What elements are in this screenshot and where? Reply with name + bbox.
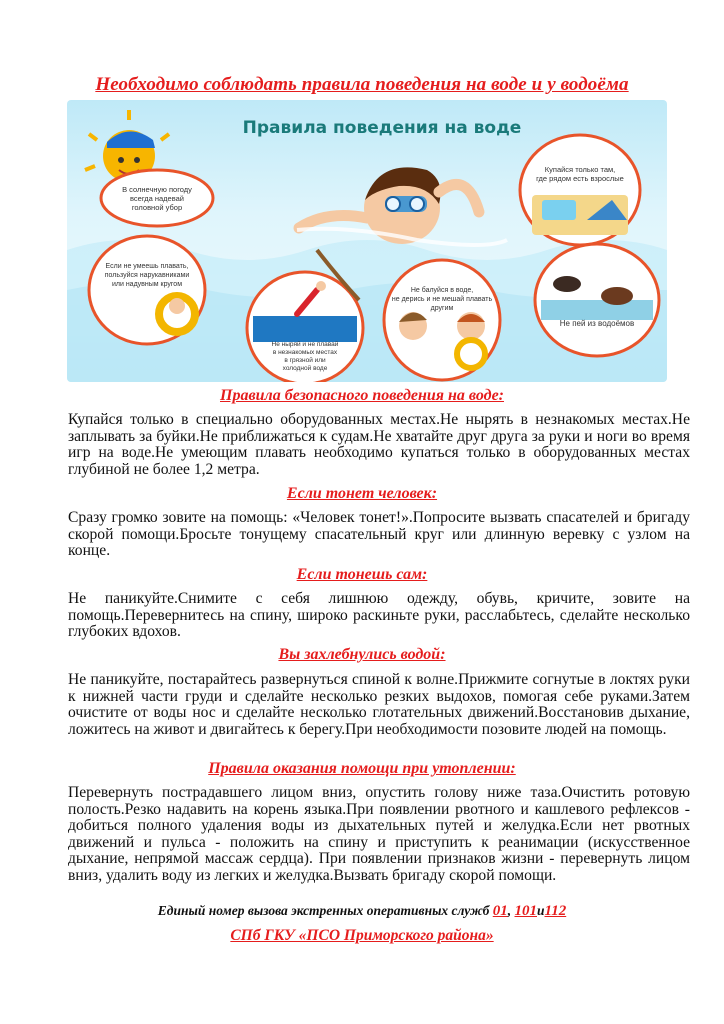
bubble-fight-text: Не балуйся в воде, не дерись и не мешай плавать другим — [391, 287, 493, 312]
bubble-adults-text: Купайся только там, где рядом есть взрослые — [536, 165, 624, 183]
safety-poster — [67, 100, 667, 382]
page-title: Необходимо соблюдать правила поведения на воде и у водоёма — [95, 74, 629, 95]
section-text-drowning-person: Сразу громко зовите на помощь: «Человек тонет!».Попросите вызвать спасателей и бригаду скорой помощи.Бросьте тонущему спасательный круг или длинную веревку с узлом на конце. — [68, 509, 690, 559]
organization-name: СПб ГКУ «ПСО Приморского района» — [230, 927, 494, 944]
bubble-diving-text: Не ныряй и не плавай в незнакомых местах в грязной или холодной воде — [271, 341, 339, 372]
section-text-choked: Не паникуйте, постарайтесь развернуться спиной к волне.Прижмите согнутые в локтях руки к нижней части груди и сделайте несколько резких выдохов, помогая себе руками.Затем очистите от воды нос и сделайте несколько глотательных движений.Восстановив дыхание, ложитесь на живот и двигайтесь к берегу.При необходимости позовите людей на помощь. — [68, 671, 690, 738]
poster-illustration — [67, 100, 667, 382]
bubble-drink-text: Не пей из водоёмов — [559, 319, 635, 328]
section-heading-first-aid: Правила оказания помощи при утоплении: — [208, 760, 516, 777]
poster-title: Правила поведения на воде — [242, 118, 522, 138]
swimming-boy-icon — [297, 167, 507, 245]
section-heading-safety: Правила безопасного поведения на воде: — [220, 387, 504, 404]
emergency-and: и — [537, 903, 545, 918]
emergency-number-112: 112 — [544, 903, 567, 919]
section-heading-drowning-self: Если тонешь сам: — [296, 566, 428, 583]
section-heading-choked: Вы захлебнулись водой: — [278, 646, 446, 663]
emergency-numbers — [40, 903, 684, 920]
emergency-text: Единый номер вызова экстренных оперативных служб — [157, 903, 490, 918]
emergency-number-101: 101 — [514, 903, 537, 919]
section-heading-drowning-person: Если тонет человек: — [286, 485, 438, 502]
bubble-armbands-text: Если не умеешь плавать, пользуйся нарукавниками или надувным кругом — [104, 263, 190, 288]
section-text-first-aid: Перевернуть пострадавшего лицом вниз, опустить голову ниже таза.Очистить ротовую полость.Резко надавить на корень языка.При появлении рвотного и кашлевого рефлексов - добиться полного удаления воды из дыхательных путей и желудка.Если нет рвотных движений и пульса - положить на спину и приступить к реанимации (искусственное дыхание, непрямой массаж сердца). При появлении признаков жизни - перевернуть лицом вниз, удалить воду из легких и желудка.Вызвать бригаду скорой помощи. — [68, 784, 690, 884]
emergency-number-01: 01 — [492, 903, 508, 919]
bubble-hat-text: В солнечную погоду всегда надевай головной убор — [122, 185, 192, 212]
section-text-safety: Купайся только в специально оборудованных местах.Не нырять в незнакомых местах.Не заплывать за буйки.Не приближаться к судам.Не хватайте друг друга за руки и ноги во время игр на воде.Не умеющим плавать необходимо купаться только в оборудованных местах глубиной не более 1,2 метра. — [68, 411, 690, 478]
section-text-drowning-self: Не паникуйте.Снимите с себя лишнюю одежду, обувь, кричите, зовите на помощь.Перевернитесь на спину, широко раскиньте руки, расслабьтесь, сделайте несколько глубоких вдохов. — [68, 590, 690, 640]
emergency-separator: , — [507, 903, 512, 918]
